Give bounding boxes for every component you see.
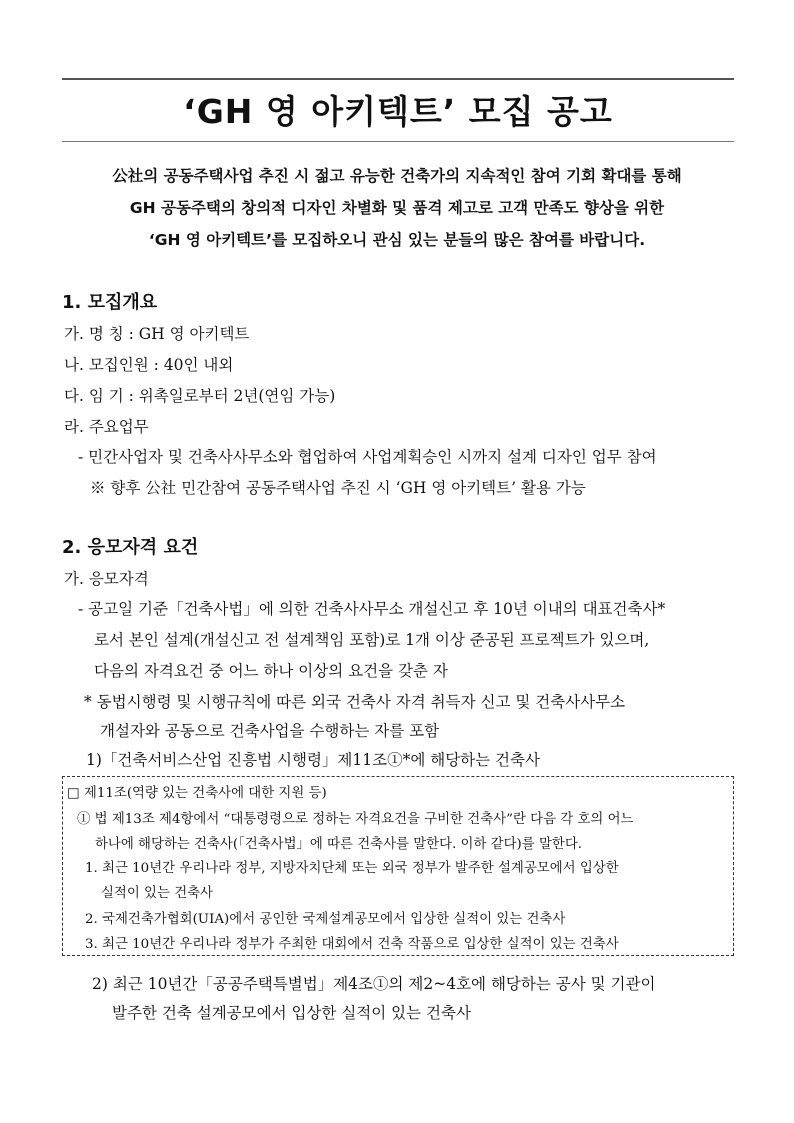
law-excerpt-line: 3. 최근 10년간 우리나라 정부가 주최한 대회에서 건축 작품으로 입상한 실적이 있는 건축사 [85,937,619,952]
title-bottom-rule [62,141,734,142]
overview-item-duties: 라. 주요업무 [64,418,149,436]
section-1-heading: 1. 모집개요 [62,292,158,313]
overview-item-term: 다. 임 기 : 위촉일로부터 2년(연임 가능) [64,387,336,405]
law-excerpt-line: 1. 최근 10년간 우리나라 정부, 지방자치단체 또는 외국 정부가 발주한 설계공모에서 입상한 [85,861,619,876]
law-excerpt-line: 하나에 해당하는 건축사(「건축사법」에 따른 건축사를 말한다. 이하 같다)를 말한다. [95,837,583,852]
eligibility-subheading: 가. 응모자격 [64,570,149,588]
intro-line: ‘GH 영 아키텍트’를 모집하오니 관심 있는 분들의 많은 참여를 바랍니다. [148,231,646,249]
law-excerpt-box [62,776,734,956]
eligibility-criterion-2-cont: 발주한 건축 설계공모에서 입상한 실적이 있는 건축사 [112,1004,471,1022]
law-excerpt-line: 2. 국제건축가협회(UIA)에서 공인한 국제설계공모에서 입상한 실적이 있는 건축사 [85,912,566,927]
eligibility-criterion-1: 1)「건축서비스산업 진흥법 시행령」제11조①*에 해당하는 건축사 [86,751,540,769]
eligibility-line: 로서 본인 설계(개설신고 전 설계책임 포함)로 1개 이상 준공된 프로젝트가 있으며, [94,631,650,649]
law-excerpt-title: □ 제11조(역량 있는 건축사에 대한 지원 등) [67,786,327,801]
eligibility-line: - 공고일 기준「건축사법」에 의한 건축사사무소 개설신고 후 10년 이내의 대표건축사* [78,600,666,618]
title-top-rule [62,78,734,80]
intro-line: GH 공동주택의 창의적 디자인 차별화 및 품격 제고로 고객 만족도 향상을 위한 [129,199,665,217]
section-2-heading: 2. 응모자격 요건 [62,537,199,558]
intro-paragraph [40,160,754,256]
eligibility-criterion-2: 2) 최근 10년간「공공주택특별법」제4조①의 제2~4호에 해당하는 공사 및 기관이 [92,975,656,993]
eligibility-footnote: * 동법시행령 및 시행규칙에 따른 외국 건축사 자격 취득자 신고 및 건축사사무소 [84,693,626,711]
page-title: ‘GH 영 아키텍트’ 모집 공고 [183,92,613,131]
eligibility-line: 다음의 자격요건 중 어느 하나 이상의 요건을 갖춘 자 [94,662,448,680]
overview-item-count: 나. 모집인원 : 40인 내외 [64,356,234,374]
overview-note: ※ 향후 公社 민간참여 공동주택사업 추진 시 ‘GH 영 아키텍트’ 활용 가능 [90,479,586,497]
overview-item-name: 가. 명 칭 : GH 영 아키텍트 [64,325,250,343]
eligibility-footnote: 개설자와 공동으로 건축사업을 수행하는 자를 포함 [100,722,440,740]
law-excerpt-line: ① 법 제13조 제4항에서 “대통령령으로 정하는 자격요건을 구비한 건축사”란 다음 각 호의 어느 [77,812,634,827]
overview-duties-detail: - 민간사업자 및 건축사사무소와 협업하여 사업계획승인 시까지 설계 디자인 업무 참여 [78,448,657,466]
intro-line: 公社의 공동주택사업 추진 시 젊고 유능한 건축가의 지속적인 참여 기회 확대를 통해 [112,167,682,185]
law-excerpt-line: 실적이 있는 건축사 [101,886,213,901]
